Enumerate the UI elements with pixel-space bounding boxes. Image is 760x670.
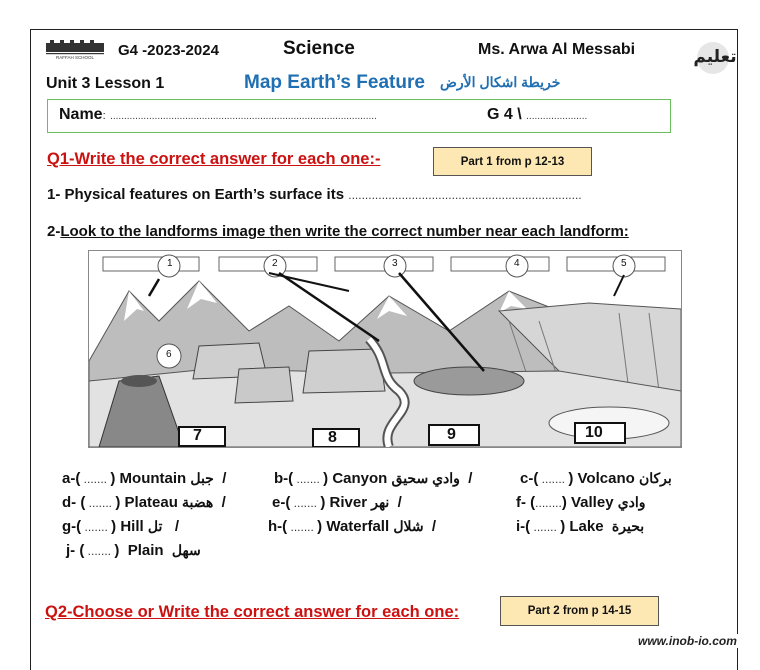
callout-2: 2 <box>272 258 278 269</box>
q1-item2-prefix: 2- <box>47 223 61 240</box>
watermark: www.inob-io.com <box>638 634 737 648</box>
answer-c[interactable]: ....... <box>538 472 569 486</box>
q1-item1-answer[interactable]: ...................................................................... <box>348 188 582 202</box>
q2-note: Part 2 from p 14-15 <box>500 596 659 626</box>
school-logo-text: RAFFAH SCHOOL <box>55 55 95 60</box>
option-j: j- ( ....... ) Plain سهل <box>66 542 201 559</box>
landforms-illustration <box>89 251 681 447</box>
option-g: g-( ....... ) Hill تل / <box>62 518 180 535</box>
grade-field[interactable] <box>487 106 587 124</box>
box-8: 8 <box>328 429 337 446</box>
option-d: d- ( ....... ) Plateau هضبة / <box>62 494 226 511</box>
answer-i[interactable]: ....... <box>530 520 561 534</box>
teacher-name: Ms. Arwa Al Messabi <box>478 41 636 58</box>
option-c: c-( ....... ) Volcano بركان <box>520 470 672 487</box>
q1-heading: Q1-Write the correct answer for each one:- <box>47 150 381 168</box>
name-field[interactable] <box>59 106 377 124</box>
option-h: h-( ....... ) Waterfall شلال / <box>268 518 437 535</box>
answer-h[interactable]: ....... <box>287 520 318 534</box>
grade-label: G 4 \ <box>487 106 522 123</box>
callout-1: 1 <box>167 258 173 269</box>
answer-e[interactable]: ....... <box>290 496 321 510</box>
option-e: e-( ....... ) River نهر / <box>272 494 402 511</box>
grade-year: G4 -2023-2024 <box>118 42 219 59</box>
name-dots: ................................................................................................ <box>110 111 377 122</box>
answer-j[interactable]: ....... <box>84 544 115 558</box>
name-colon: : <box>102 110 106 122</box>
answer-d[interactable]: ....... <box>85 496 116 510</box>
q1-item2-text: Look to the landforms image then write the correct number near each landform: <box>60 223 629 240</box>
q1-item1 <box>47 186 582 203</box>
option-i: i-( ....... ) Lake بحيرة <box>516 518 645 535</box>
box-9: 9 <box>447 426 456 443</box>
unit-lesson: Unit 3 Lesson 1 <box>46 75 165 92</box>
callout-4: 4 <box>514 258 520 269</box>
answer-b[interactable]: ....... <box>293 472 324 486</box>
answer-f[interactable]: ........ <box>535 496 562 510</box>
option-b: b-( ....... ) Canyon وادي سحيق / <box>274 470 473 487</box>
option-a: a-( ....... ) Mountain جبل / <box>62 470 227 487</box>
grade-dots: ...................... <box>526 111 588 122</box>
callout-3: 3 <box>392 258 398 269</box>
box-10: 10 <box>585 424 603 441</box>
callout-6: 6 <box>166 349 172 360</box>
worksheet-title: Map Earth’s Feature <box>244 72 425 93</box>
callout-5: 5 <box>621 258 627 269</box>
school-logo <box>46 40 104 60</box>
name-label: Name <box>59 106 103 123</box>
q1-note: Part 1 from p 12-13 <box>433 147 592 176</box>
landforms-image <box>88 250 682 448</box>
q2-heading: Q2-Choose or Write the correct answer for each one: <box>45 603 460 621</box>
worksheet-title-arabic: خريطة اشكال الأرض <box>440 74 561 90</box>
option-f: f- (........) Valley وادي <box>516 494 646 511</box>
brand-logo <box>693 36 737 76</box>
answer-g[interactable]: ....... <box>81 520 112 534</box>
box-7: 7 <box>193 427 202 444</box>
answer-a[interactable]: ....... <box>80 472 111 486</box>
q1-item1-text: 1- Physical features on Earth’s surface its <box>47 186 345 203</box>
q1-item2 <box>47 223 629 240</box>
brand-logo-text: تعليم <box>693 47 737 67</box>
subject-title: Science <box>283 38 355 59</box>
